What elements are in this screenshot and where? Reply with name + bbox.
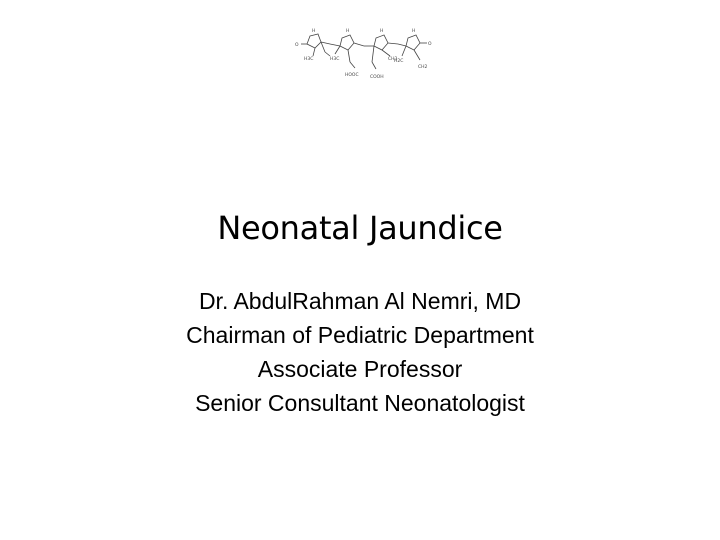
svg-text:O: O: [295, 43, 299, 48]
svg-text:H: H: [346, 29, 350, 34]
structure-label-hooc: HOOC: [345, 73, 359, 78]
svg-text:H2C: H2C: [394, 59, 404, 64]
subtitle-line-specialty: Senior Consultant Neonatologist: [195, 390, 525, 416]
svg-text:O: O: [428, 42, 432, 47]
subtitle-line-rank: Associate Professor: [257, 356, 463, 382]
svg-text:H: H: [412, 29, 416, 34]
slide-subtitle: [0, 284, 720, 420]
subtitle-line-author: Dr. AbdulRahman Al Nemri, MD: [198, 288, 522, 314]
structure-label-cooh: COOH: [370, 75, 384, 80]
svg-text:H3C: H3C: [330, 57, 340, 62]
svg-text:CH3: CH3: [388, 57, 398, 62]
svg-text:H: H: [380, 29, 384, 34]
bilirubin-structure-icon: [290, 22, 440, 84]
slide-title: Neonatal Jaundice: [217, 209, 503, 247]
svg-text:H: H: [312, 29, 316, 34]
subtitle-line-position: Chairman of Pediatric Department: [186, 322, 534, 348]
svg-text:CH2: CH2: [418, 65, 428, 70]
svg-text:H3C: H3C: [304, 57, 314, 62]
